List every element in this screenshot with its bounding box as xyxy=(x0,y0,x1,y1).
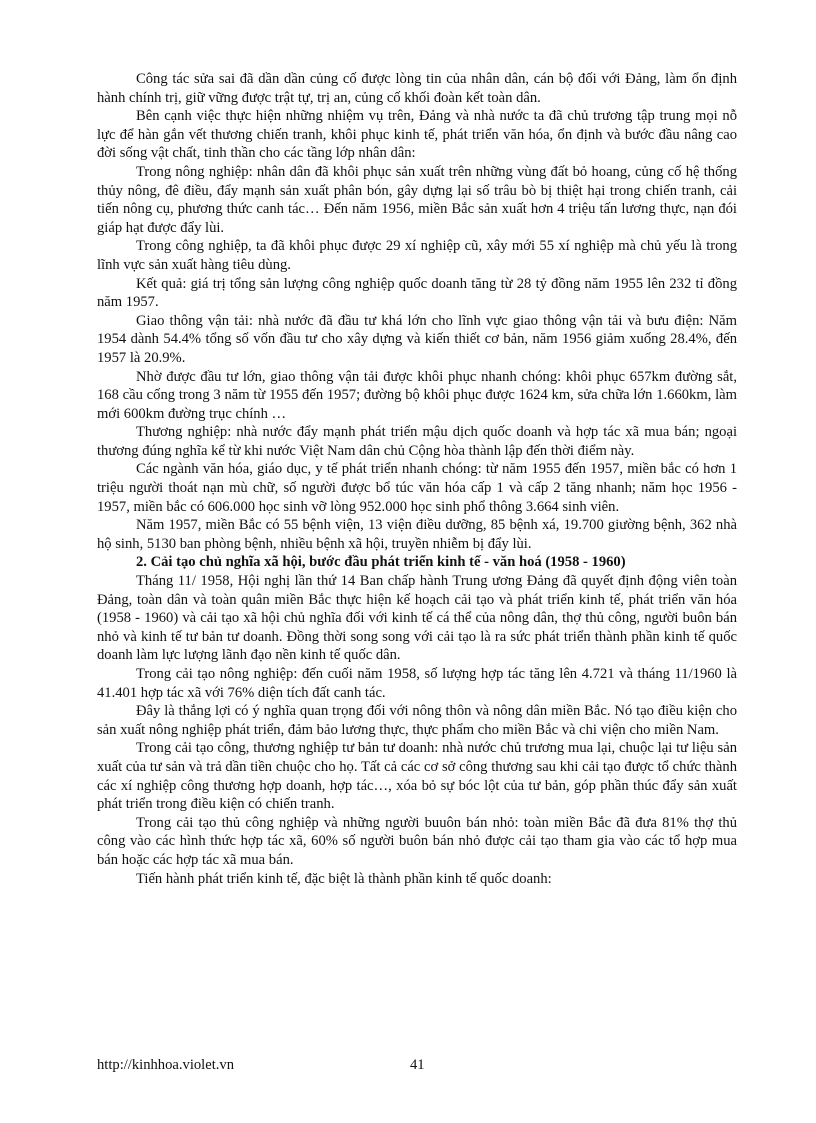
footer-url[interactable]: http://kinhhoa.violet.vn xyxy=(97,1057,235,1073)
paragraph: Công tác sửa sai đã dần dần củng cố được lòng tin của nhân dân, cán bộ đối với Đảng, làm ổn định hành chính trị, giữ vững được trật tự, trị an, củng cố khối đoàn kết toàn dân. xyxy=(97,71,737,106)
paragraph: Năm 1957, miền Bắc có 55 bệnh viện, 13 viện điều dưỡng, 85 bệnh xá, 19.700 giường bệnh, 362 nhà hộ sinh, 5130 ban phòng bệnh, nhiều bệnh xã hội, truyền nhiễm bị đẩy lùi. xyxy=(97,517,737,552)
paragraph: Giao thông vận tải: nhà nước đã đầu tư khá lớn cho lĩnh vực giao thông vận tải và bưu điện: Năm 1954 dành 54.4% tổng số vốn đầu tư cho xây dựng và kiến thiết cơ bản, năm 1956 giảm xuống 28.4%, đến 1957 là 20.9%. xyxy=(97,312,737,366)
document-body xyxy=(97,70,737,888)
paragraph: Trong cải tạo thủ công nghiệp và những người buuôn bán nhỏ: toàn miền Bắc đã đưa 81% thợ thủ công vào các hình thức hợp tác xã, 60% số người buôn bán nhỏ được cải tạo tham gia vào các tổ hợp mua bán hoặc các hợp tác xã mua bán. xyxy=(97,814,737,868)
paragraph: Nhờ được đầu tư lớn, giao thông vận tải được khôi phục nhanh chóng: khôi phục 657km đường sắt, 168 cầu cống trong 3 năm từ 1955 đến 1957; đường bộ khôi phục được 1624 km, sửa chữa lớn 1.660km, làm mới 600km đường trục chính … xyxy=(97,368,737,422)
paragraph: Kết quả: giá trị tổng sản lượng công nghiệp quốc doanh tăng từ 28 tỷ đồng năm 1955 lên 232 tỉ đồng năm 1957. xyxy=(97,275,737,311)
paragraph: Tiến hành phát triển kinh tế, đặc biệt là thành phần kinh tế quốc doanh: xyxy=(136,870,552,887)
paragraph: Trong nông nghiệp: nhân dân đã khôi phục sản xuất trên những vùng đất bỏ hoang, củng cố hệ thống thủy nông, đê điều, đẩy mạnh sản xuất phân bón, gây dựng lại số trâu bò bị thiệt hại trong chiến tranh, cải tiến nông cụ, phương thức canh tác… Đến năm 1956, miền Bắc sản xuất hơn 4 triệu tấn lương thực, nạn đói giáp hạt được đẩy lùi. xyxy=(97,163,737,236)
section-heading: 2. Cải tạo chủ nghĩa xã hội, bước đầu phát triển kinh tế - văn hoá (1958 - 1960) xyxy=(136,554,626,571)
paragraph: Các ngành văn hóa, giáo dục, y tế phát triển nhanh chóng: từ năm 1955 đến 1957, miền bắc có hơn 1 triệu người thoát nạn mù chữ, số người được bổ túc văn hóa cấp 1 và cấp 2 tăng nhanh; năm học 1956 - 1957, miền bắc có 606.000 học sinh vỡ lòng 952.000 học sinh phổ thông 3.664 sinh viên. xyxy=(97,461,737,515)
paragraph: Bên cạnh việc thực hiện những nhiệm vụ trên, Đảng và nhà nước ta đã chủ trương tập trung mọi nỗ lực để hàn gắn vết thương chiến tranh, khôi phục kinh tế, phát triển văn hóa, ổn định và bước đầu nâng cao đời sống vật chất, tinh thần cho các tầng lớp nhân dân: xyxy=(97,108,737,162)
paragraph: Trong cải tạo nông nghiệp: đến cuối năm 1958, số lượng hợp tác tăng lên 4.721 và tháng 11/1960 là 41.401 hợp tác xã với 76% diện tích đất canh tác. xyxy=(97,666,737,701)
paragraph: Trong cải tạo công, thương nghiệp tư bản tư doanh: nhà nước chủ trương mua lại, chuộc lại tư liệu sản xuất của tư sản và trả dần tiền chuộc cho họ. Tất cả các cơ sở công thương sau khi cải tạo được tổ chức thành các xí nghiệp công thương hợp doanh, hợp tác…, xóa bỏ sự bóc lột của tư bản, góp phần thúc đẩy sản xuất phát triển trong điều kiện có chiến tranh. xyxy=(97,740,737,813)
paragraph: Thương nghiệp: nhà nước đẩy mạnh phát triển mậu dịch quốc doanh và hợp tác xã mua bán; ngoại thương đúng nghĩa kể từ khi nước Việt Nam dân chủ Cộng hòa thành lập đến thời điểm này. xyxy=(97,424,737,459)
paragraph: Tháng 11/ 1958, Hội nghị lần thứ 14 Ban chấp hành Trung ương Đảng đã quyết định động viên toàn Đảng, toàn dân và toàn quân miền Bắc thực hiện kế hoạch cải tạo và phát triển kinh tế, phát triển văn hóa (1958 - 1960) và cải tạo xã hội chủ nghĩa đối với kinh tế cá thể của nông dân, thợ thủ công, người buôn bán nhỏ và kinh tế tư bản tư doanh. Đồng thời song song với cải tạo là ra sức phát triển thành phần kinh tế quốc doanh làm lực lượng lãnh đạo nền kinh tế quốc dân. xyxy=(97,573,737,664)
paragraph: Đây là thắng lợi có ý nghĩa quan trọng đối với nông thôn và nông dân miền Bắc. Nó tạo điều kiện cho sản xuất nông nghiệp phát triển, đảm bảo lương thực, thực phẩm cho miền Bắc và chi viện cho miền Nam. xyxy=(97,703,737,738)
paragraph: Trong công nghiệp, ta đã khôi phục được 29 xí nghiệp cũ, xây mới 55 xí nghiệp mà chủ yếu là trong lĩnh vực sản xuất hàng tiêu dùng. xyxy=(97,238,737,273)
page-number: 41 xyxy=(410,1057,425,1073)
